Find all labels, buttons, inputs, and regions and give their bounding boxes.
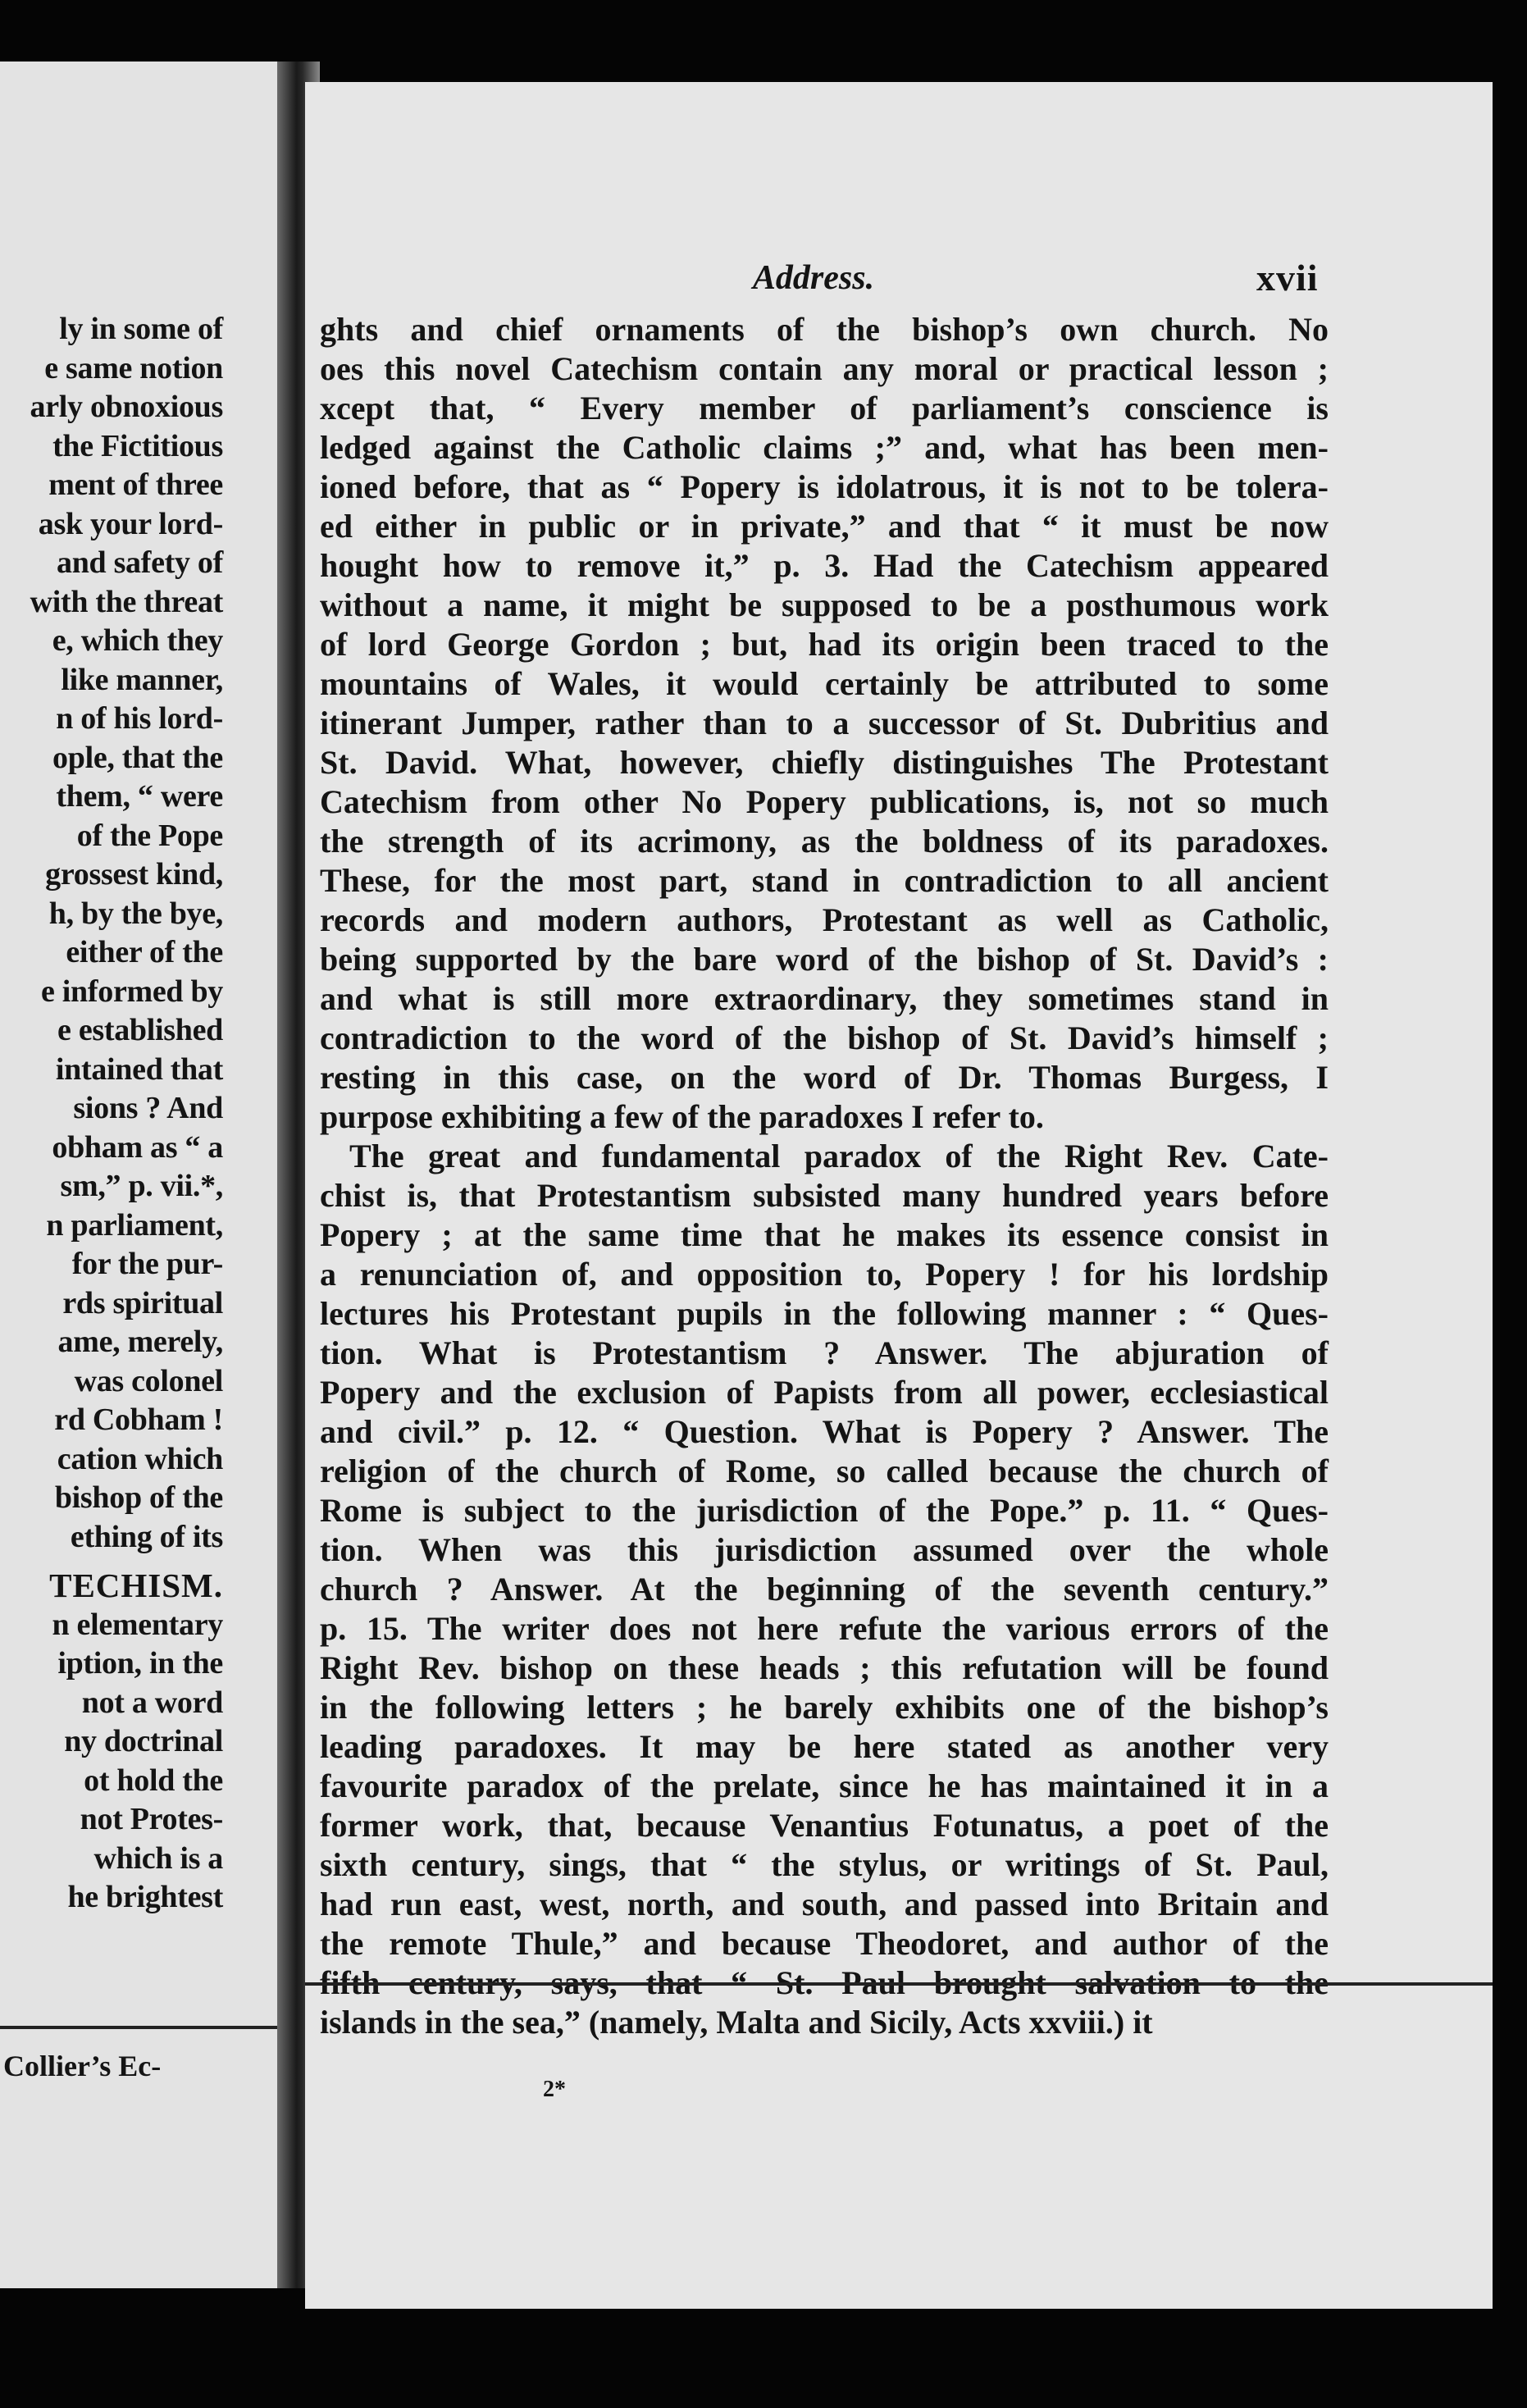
left-text-line: sm,” p. vii.*, — [60, 1169, 223, 1203]
page-number: xvii — [1256, 257, 1319, 299]
text-line: oes this novel Catechism contain any moral or practical lesson ; — [320, 350, 1329, 387]
right-page — [305, 82, 1493, 2309]
text-line: purpose exhibiting a few of the paradoxes I refer to. — [320, 1098, 1044, 1135]
footer-rule — [305, 1982, 1493, 1986]
text-line: the strength of its acrimony, as the boldness of its paradoxes. — [320, 823, 1329, 860]
text-line: Popery and the exclusion of Papists from all power, ecclesiastical — [320, 1374, 1329, 1411]
left-text-line: rds spiritual — [62, 1285, 223, 1320]
left-text-line: and safety of — [57, 545, 223, 580]
text-line: itinerant Jumper, rather than to a successor of St. Dubritius and — [320, 705, 1329, 741]
left-text-line: ly in some of — [59, 312, 223, 346]
left-footnote: Collier’s Ec- — [0, 2026, 282, 2083]
text-line: tion. What is Protestantism ? Answer. The abjuration of — [320, 1334, 1329, 1371]
signature-mark: 2* — [543, 2077, 566, 2102]
left-text-line: the Fictitious — [52, 428, 223, 463]
left-text-line: ny doctrinal — [64, 1724, 223, 1758]
text-line: These, for the most part, stand in contradiction to all ancient — [320, 862, 1329, 899]
left-text-line: ot hold the — [84, 1763, 223, 1798]
left-text-line: e same notion — [44, 350, 223, 385]
text-line: Rome is subject to the jurisdiction of the Pope.” p. 11. “ Ques- — [320, 1492, 1329, 1529]
text-line: religion of the church of Rome, so called because the church of — [320, 1453, 1329, 1489]
left-text-line: ething of its — [70, 1519, 223, 1554]
left-text-line: n of his lord- — [56, 701, 223, 736]
left-text-line: not a word — [81, 1685, 223, 1720]
left-text-line: h, by the bye, — [48, 896, 223, 931]
left-text-line: like manner, — [61, 662, 223, 697]
text-line: sixth century, sings, that “ the stylus, or writings of St. Paul, — [320, 1846, 1329, 1883]
text-line: xcept that, “ Every member of parliament’s conscience is — [320, 390, 1329, 426]
text-line: p. 15. The writer does not here refute the various errors of the — [320, 1610, 1329, 1647]
left-text-line: ask your lord- — [38, 506, 223, 541]
text-line: and civil.” p. 12. “ Question. What is Popery ? Answer. The — [320, 1413, 1329, 1450]
text-line: chist is, that Protestantism subsisted many hundred years before — [320, 1177, 1329, 1214]
text-line: a renunciation of, and opposition to, Popery ! for his lordship — [320, 1256, 1329, 1293]
text-line: former work, that, because Venantius Fotunatus, a poet of the — [320, 1807, 1329, 1844]
left-text-line: ame, merely, — [57, 1325, 223, 1359]
body-text — [320, 310, 1329, 2042]
text-line: Popery ; at the same time that he makes its essence consist in — [320, 1216, 1329, 1253]
text-line: lectures his Protestant pupils in the following manner : “ Ques- — [320, 1295, 1329, 1332]
left-text-line: he brightest — [67, 1880, 223, 1914]
text-line: resting in this case, on the word of Dr. Thomas Burgess, I — [320, 1059, 1329, 1096]
left-text-line: ment of three — [48, 467, 223, 502]
left-page-text — [0, 310, 223, 1918]
left-text-line: n elementary — [52, 1607, 223, 1642]
text-line: had run east, west, north, and south, and passed into Britain and — [320, 1886, 1329, 1922]
left-heading: TECHISM. — [49, 1567, 223, 1604]
left-text-line: bishop of the — [54, 1480, 223, 1515]
text-line: The great and fundamental paradox of the Right Rev. Cate- — [349, 1138, 1329, 1174]
text-line: islands in the sea,” (namely, Malta and Sicily, Acts xxviii.) it — [320, 2004, 1153, 2041]
left-text-line: with the threat — [30, 584, 223, 619]
text-line: favourite paradox of the prelate, since he has maintained it in a — [320, 1767, 1329, 1804]
text-line: ioned before, that as “ Popery is idolatrous, it is not to be tolera- — [320, 468, 1329, 505]
text-line: the remote Thule,” and because Theodoret, and author of the — [320, 1925, 1329, 1962]
left-text-line: for the pur- — [71, 1247, 223, 1281]
text-line: ed either in public or in private,” and that “ it must be now — [320, 508, 1329, 545]
left-text-line: was colonel — [74, 1363, 223, 1398]
left-text-line: not Protes- — [80, 1802, 223, 1836]
text-line: hought how to remove it,” p. 3. Had the Catechism appeared — [320, 547, 1329, 584]
text-line: leading paradoxes. It may be here stated as another very — [320, 1728, 1329, 1765]
text-line: Catechism from other No Popery publications, is, not so much — [320, 783, 1329, 820]
left-text-line: grossest kind, — [45, 857, 223, 892]
text-line: records and modern authors, Protestant as well as Catholic, — [320, 901, 1329, 938]
left-text-line: ople, that the — [52, 740, 223, 775]
left-text-line: rd Cobham ! — [54, 1402, 223, 1437]
left-text-line: which is a — [93, 1840, 223, 1876]
text-line: fifth century, says, that “ St. Paul brought salvation to the — [320, 1964, 1329, 2001]
text-line: being supported by the bare word of the bishop of St. David’s : — [320, 941, 1329, 978]
text-line: in the following letters ; he barely exhibits one of the bishop’s — [320, 1689, 1329, 1726]
left-text-line: arly obnoxious — [30, 390, 223, 424]
text-line: Right Rev. bishop on these heads ; this refutation will be found — [320, 1649, 1329, 1686]
left-text-line: intained that — [55, 1051, 223, 1087]
text-line: ledged against the Catholic claims ;” and, what has been men- — [320, 429, 1329, 466]
text-line: of lord George Gordon ; but, had its origin been traced to the — [320, 626, 1329, 663]
left-text-line: obham as “ a — [52, 1129, 223, 1165]
left-text-line: e established — [57, 1013, 223, 1047]
left-text-line: e, which they — [52, 623, 223, 658]
text-line: ghts and chief ornaments of the bishop’s own church. No — [320, 311, 1329, 348]
left-text-line: them, “ were — [56, 779, 223, 814]
left-text-line: e informed by — [41, 974, 223, 1009]
left-text-line: iption, in the — [57, 1646, 223, 1681]
text-line: St. David. What, however, chiefly distinguishes The Protestant — [320, 744, 1329, 781]
running-head: Address. — [752, 259, 875, 297]
left-text-line: of the Pope — [76, 818, 223, 853]
left-text-line: sions ? And — [73, 1091, 223, 1125]
text-line: contradiction to the word of the bishop of St. David’s himself ; — [320, 1019, 1329, 1056]
left-text-line: either of the — [66, 935, 223, 969]
text-line: and what is still more extraordinary, they sometimes stand in — [320, 980, 1329, 1017]
left-text-line: n parliament, — [46, 1207, 223, 1243]
text-line: church ? Answer. At the beginning of the seventh century.” — [320, 1571, 1329, 1608]
text-line: tion. When was this jurisdiction assumed over the whole — [320, 1531, 1329, 1568]
text-line: without a name, it might be supposed to be a posthumous work — [320, 586, 1329, 623]
left-page — [0, 62, 294, 2288]
text-line: mountains of Wales, it would certainly be attributed to some — [320, 665, 1329, 702]
left-text-line: cation which — [57, 1441, 223, 1476]
